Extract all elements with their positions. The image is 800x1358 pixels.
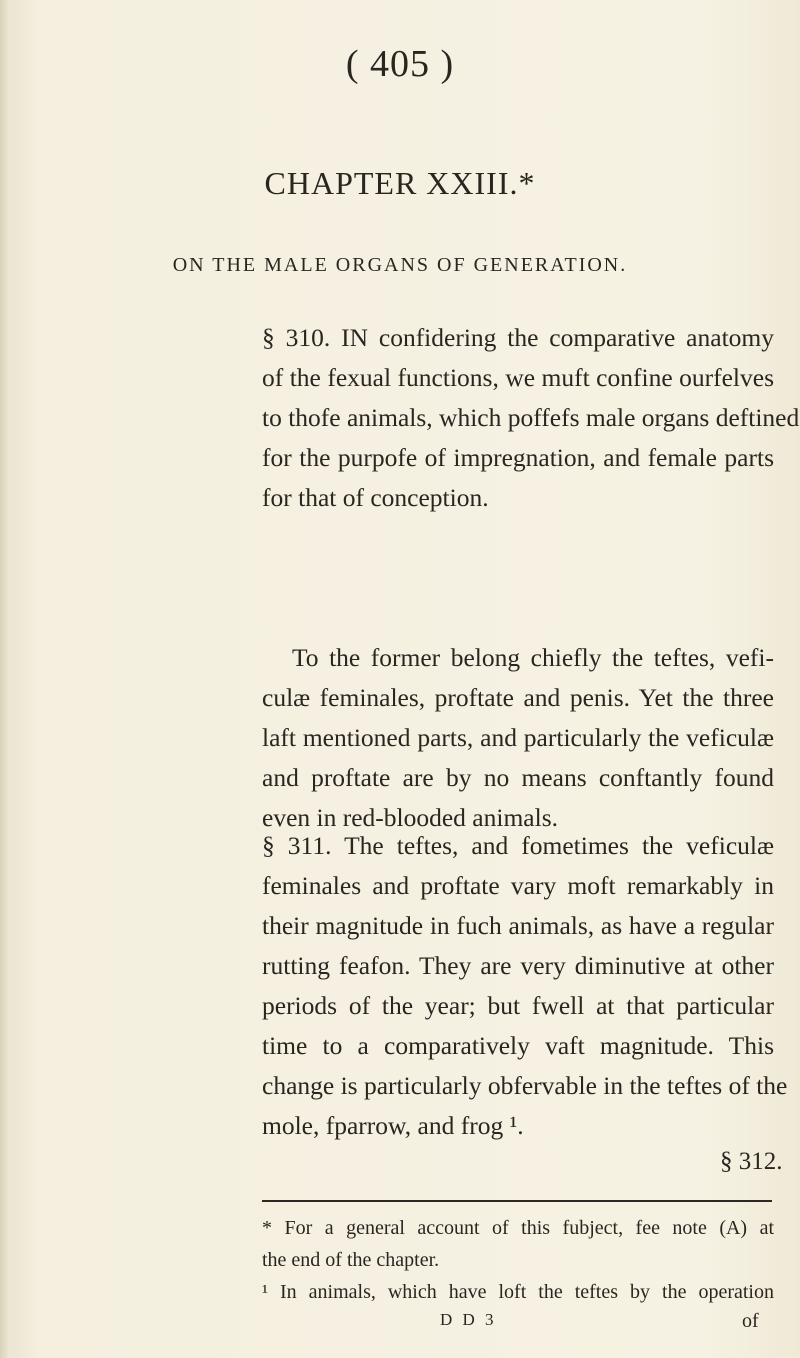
chapter-subtitle: ON THE MALE ORGANS OF GENERATION. [172, 254, 628, 276]
text-line: of the fexual functions, we muft confine ourfelves [262, 363, 774, 392]
text-line: to thofe animals, which poffefs male organs deftined [262, 403, 800, 432]
paragraph-310-continued [262, 638, 774, 838]
text-line: for that of conception. [262, 483, 489, 512]
chapter-title: CHAPTER XXIII.* [264, 165, 536, 201]
catchword: § 312. [720, 1148, 783, 1175]
text-line: change is particularly obfervable in the teftes of the [262, 1071, 788, 1100]
text-line: laft mentioned parts, and particularly the veficulæ [262, 723, 774, 752]
page-number-header: ( 405 ) [345, 43, 455, 85]
text-line: even in red-blooded animals. [262, 803, 558, 832]
paragraph-311 [262, 826, 788, 1146]
text-line: time to a comparatively vaft magnitude. This [262, 1031, 774, 1060]
footnote-line: ¹ In animals, which have loft the teftes by the operation [262, 1281, 774, 1303]
footnote-line: the end of the chapter. [262, 1249, 440, 1271]
text-line: To the former belong chiefly the teftes, vefi- [292, 643, 774, 672]
footnotes [262, 1212, 774, 1308]
text-line: feminales and proftate vary moft remarkably in [262, 871, 774, 900]
text-line: their magnitude in fuch animals, as have a regular [262, 911, 774, 940]
paragraph-310 [262, 318, 800, 518]
footnote-line: * For a general account of this fubject, fee note (A) at [262, 1217, 774, 1239]
text-line: § 310. IN confidering the comparative anatomy [262, 323, 774, 352]
text-line: § 311. The teftes, and fometimes the veficulæ [262, 831, 774, 860]
text-line: for the purpofe of impregnation, and female parts [262, 443, 774, 472]
footer-catchword: of [742, 1310, 759, 1332]
text-line: and proftate are by no means conftantly found [262, 763, 774, 792]
text-line: rutting feafon. They are very diminutive at other [262, 951, 774, 980]
text-line: mole, fparrow, and frog ¹. [262, 1111, 524, 1140]
page-gutter-shadow [0, 0, 10, 1358]
footnote-rule [262, 1200, 772, 1202]
text-line: culæ feminales, proftate and penis. Yet the three [262, 683, 774, 712]
signature-mark: D D 3 [440, 1310, 497, 1329]
text-line: periods of the year; but fwell at that particular [262, 991, 774, 1020]
